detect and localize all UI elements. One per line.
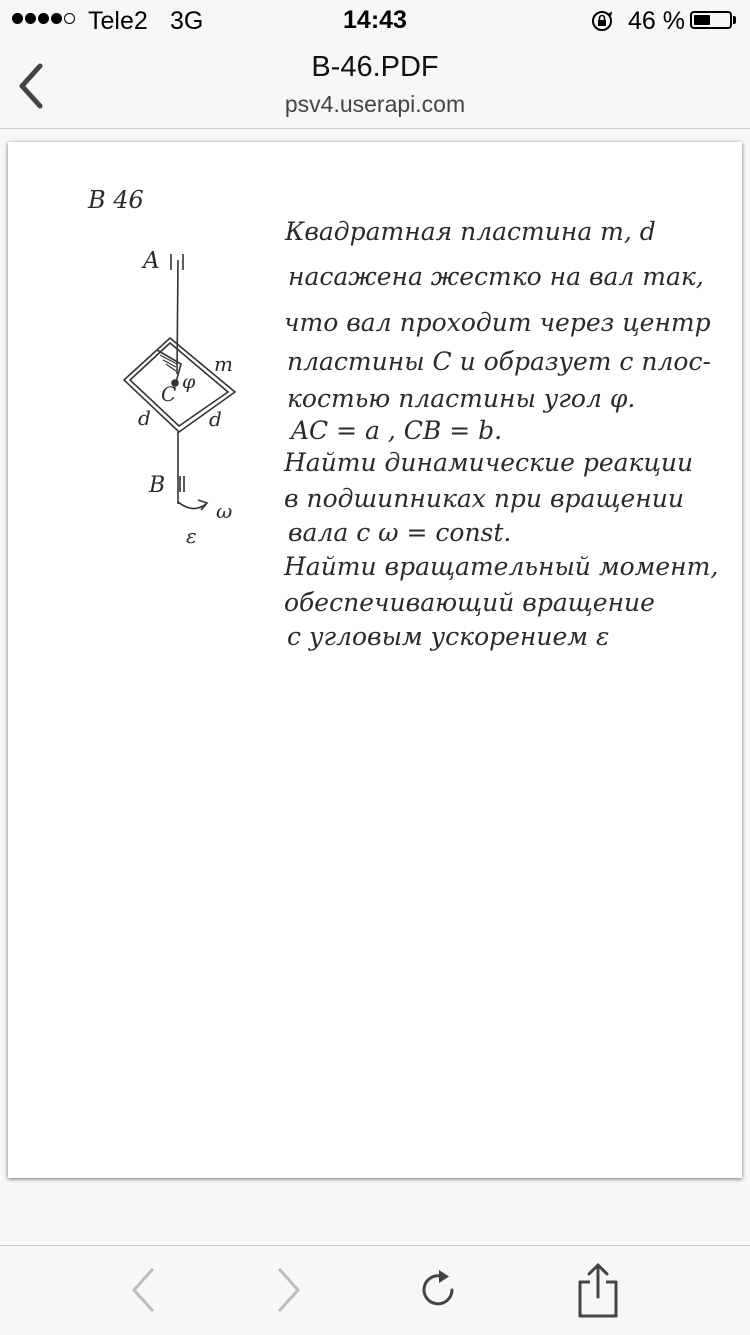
label-side-d-right: d (209, 407, 222, 431)
label-point-b: B (149, 473, 166, 498)
share-icon[interactable] (576, 1262, 620, 1318)
battery-icon (690, 11, 732, 29)
pdf-page[interactable] (8, 142, 742, 1178)
reload-icon[interactable] (418, 1268, 462, 1312)
text-line: Найти динамические реакции (284, 448, 694, 477)
navigation-bar (0, 40, 750, 129)
document-viewer[interactable] (0, 129, 750, 1245)
label-epsilon: ε (186, 524, 197, 548)
back-arrow-icon[interactable] (122, 1268, 166, 1312)
text-line: насажена жестко на вал так, (288, 262, 704, 291)
text-line: вала с ω = const. (288, 518, 512, 547)
text-line: обеспечивающий вращение (284, 588, 655, 617)
forward-arrow-icon[interactable] (266, 1268, 310, 1312)
text-line: пластины C и образует с плос- (287, 347, 711, 376)
battery-percentage: 46 % (628, 7, 685, 35)
page-label: B 46 (88, 186, 144, 214)
text-line: Квадратная пластина m, d (285, 217, 656, 246)
text-line: AC = a , CB = b. (291, 416, 503, 445)
text-line: костью пластины угол φ. (287, 384, 636, 413)
text-line: с угловым ускорением ε (287, 622, 610, 651)
carrier-name: Tele2 (88, 7, 148, 35)
label-omega: ω (216, 499, 233, 523)
label-mass-m: m (214, 352, 233, 376)
text-line: в подшипниках при вращении (284, 484, 684, 513)
battery-tip (733, 16, 736, 24)
status-time: 14:43 (343, 6, 407, 34)
document-host: psv4.userapi.com (284, 91, 466, 117)
label-point-a: A (143, 248, 160, 274)
label-center-c: C (161, 382, 177, 406)
bottom-toolbar (0, 1245, 750, 1335)
text-line: что вал проходит через центр (284, 308, 711, 337)
rotation-lock-icon (590, 9, 614, 33)
shaft-plate-diagram (8, 142, 742, 1178)
label-side-d-left: d (138, 406, 151, 430)
status-bar (0, 0, 750, 40)
network-type: 3G (170, 7, 204, 35)
document-title: B-46.PDF (311, 51, 439, 83)
battery-level (694, 15, 710, 25)
text-line: Найти вращательный момент, (284, 552, 719, 581)
label-angle-phi: φ (182, 371, 196, 393)
